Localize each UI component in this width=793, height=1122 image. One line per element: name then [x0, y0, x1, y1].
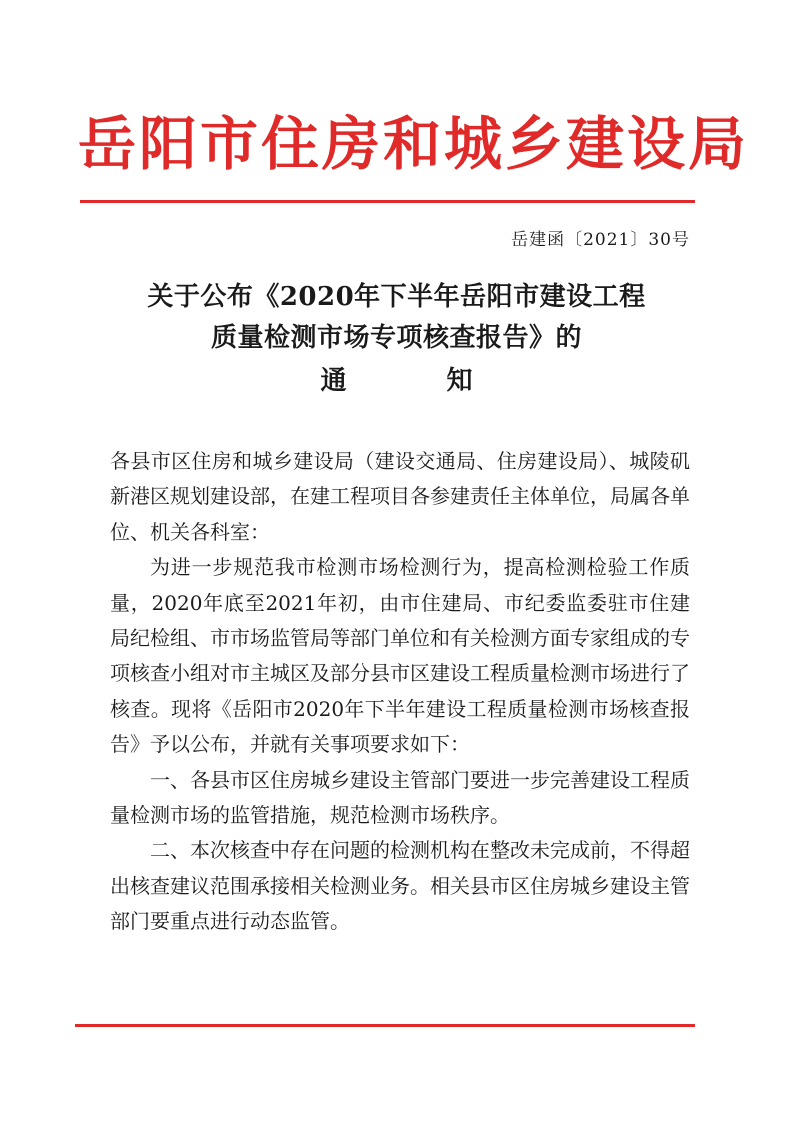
agency-header-title: 岳阳市住房和城乡建设局 — [78, 110, 750, 178]
body-paragraph-1: 为进一步规范我市检测市场检测行为，提高检测检验工作质量，2020年底至2021年初，由市住建局、市纪委监委驻市住建局纪检组、市市场监管局等部门单位和有关检测方面专家组成的专项核查小组对市主城区及部分县市区建设工程质量检测市场进行了核查。现将《岳阳市2020年下半年建设工程质量检测市场核查报告》予以公布，并就有关事项要求如下： — [110, 555, 690, 757]
body-paragraph-2: 一、各县市区住房城乡建设主管部门要进一步完善建设工程质量检测市场的监管措施，规范检测市场秩序。 — [110, 767, 690, 828]
recipients-paragraph: 各县市区住房和城乡建设局（建设交通局、住房建设局）、城陵矶新港区规划建设部，在建工程项目各参建责任主体单位，局属各单位、机关各科室： — [110, 449, 690, 544]
title-char-tong: 通 — [320, 366, 347, 396]
document-title-line-1: 关于公布《2020年下半年岳阳市建设工程 — [147, 282, 646, 312]
document-title-line-3 — [0, 360, 793, 397]
title-char-zhi: 知 — [446, 366, 473, 396]
body-paragraph-3: 二、本次核查中存在问题的检测机构在整改未完成前，不得超出核查建议范围承接相关检测业务。相关县市区住房城乡建设主管部门要重点进行动态监管。 — [110, 838, 690, 934]
header-red-rule — [80, 200, 695, 203]
document-body — [110, 444, 690, 940]
footer-red-rule — [75, 1024, 695, 1027]
document-title-line-2: 质量检测市场专项核查报告》的 — [210, 323, 582, 353]
document-number: 岳建函〔2021〕30号 — [511, 230, 690, 250]
